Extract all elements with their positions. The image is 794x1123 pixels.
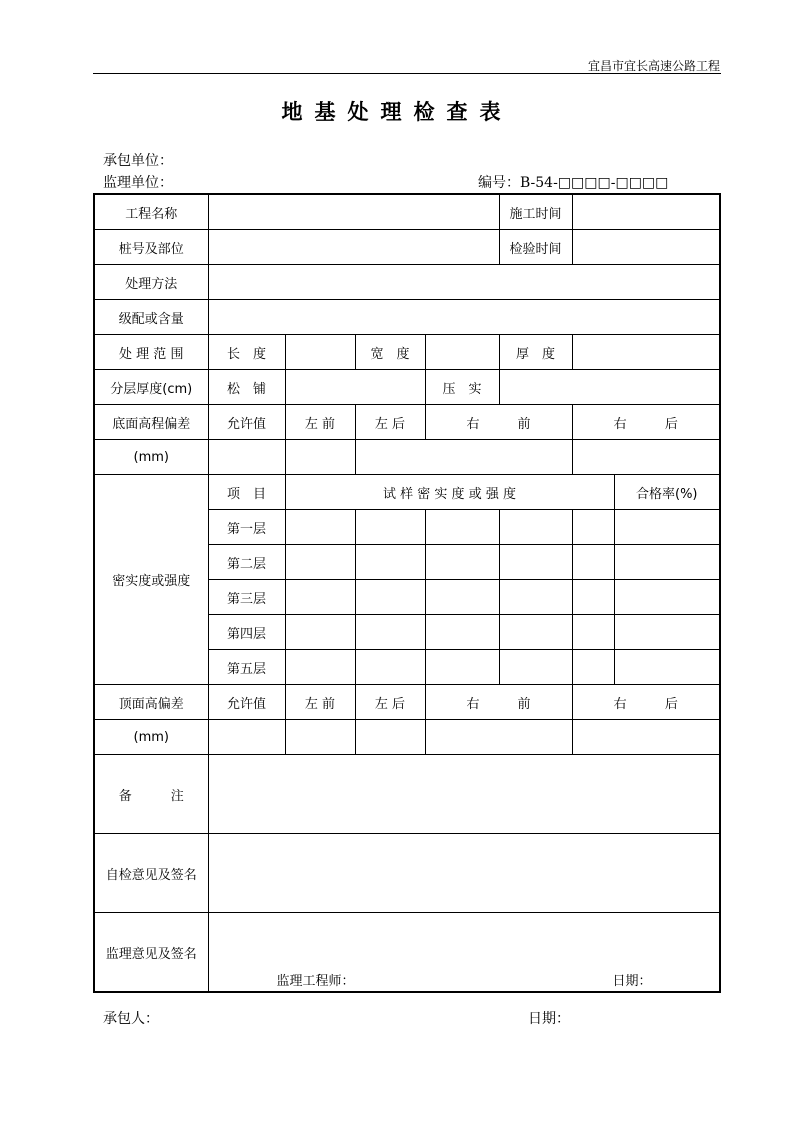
date-label: 日期：: [612, 974, 652, 989]
table-row: [94, 370, 720, 405]
right-front-field[interactable]: [425, 720, 572, 755]
right-back-label: 右 后: [572, 405, 720, 440]
pass-rate-cell[interactable]: [614, 580, 720, 615]
page-title: 地基处理检查表: [281, 99, 513, 124]
density-cell[interactable]: [355, 545, 425, 580]
pass-rate-cell[interactable]: [614, 510, 720, 545]
construction-time-label: 施工时间: [499, 194, 572, 230]
loose-field[interactable]: [285, 370, 425, 405]
treatment-method-label: 处理方法: [94, 265, 208, 300]
engineer-label: 监理工程师：: [276, 974, 355, 989]
thickness-label: 厚 度: [499, 335, 572, 370]
left-back-label: 左 后: [355, 405, 425, 440]
table-row: [94, 335, 720, 370]
loose-label: 松 铺: [208, 370, 285, 405]
density-cell[interactable]: [572, 580, 614, 615]
table-row: [94, 265, 720, 300]
construction-time-field[interactable]: [572, 194, 720, 230]
density-cell[interactable]: [285, 545, 355, 580]
density-cell[interactable]: [499, 650, 572, 685]
range-label: 处 理 范 围: [94, 335, 208, 370]
left-back-right-front-field[interactable]: [355, 440, 572, 475]
pass-rate-cell[interactable]: [614, 545, 720, 580]
header-divider: [93, 73, 721, 74]
density-cell[interactable]: [572, 545, 614, 580]
table-row: [94, 440, 720, 475]
density-cell[interactable]: [499, 510, 572, 545]
station-location-label: 桩号及部位: [94, 230, 208, 265]
self-check-label: 自检意见及签名: [94, 834, 208, 913]
inspection-time-field[interactable]: [572, 230, 720, 265]
remarks-field[interactable]: [208, 755, 720, 834]
item-label: 项 目: [208, 475, 285, 510]
table-row: [94, 913, 720, 993]
left-front-label: 左 前: [285, 685, 355, 720]
right-front-label: 右 前: [425, 685, 572, 720]
gradation-field[interactable]: [208, 300, 720, 335]
unit-label: (mm): [94, 720, 208, 755]
left-front-field[interactable]: [285, 720, 355, 755]
left-back-field[interactable]: [355, 720, 425, 755]
project-header: 宜昌市宜长高速公路工程: [587, 59, 720, 73]
remarks-label: 备 注: [94, 755, 208, 834]
right-back-field[interactable]: [572, 440, 720, 475]
supervision-field[interactable]: [208, 913, 720, 993]
station-location-field[interactable]: [208, 230, 499, 265]
table-row: [94, 720, 720, 755]
density-cell[interactable]: [355, 510, 425, 545]
density-cell[interactable]: [425, 650, 499, 685]
layer-label: 第四层: [208, 615, 285, 650]
inspection-time-label: 检验时间: [499, 230, 572, 265]
density-cell[interactable]: [425, 580, 499, 615]
table-row: [94, 475, 720, 510]
table-row: [94, 405, 720, 440]
layer-label: 第一层: [208, 510, 285, 545]
density-cell[interactable]: [285, 580, 355, 615]
density-cell[interactable]: [572, 510, 614, 545]
density-cell[interactable]: [285, 615, 355, 650]
compacted-field[interactable]: [499, 370, 720, 405]
layer-label: 第三层: [208, 580, 285, 615]
inspection-table: [93, 193, 721, 993]
density-cell[interactable]: [285, 650, 355, 685]
serial-number: 编号：B-54-□□□□-□□□□: [478, 175, 669, 191]
layer-thickness-label: 分层厚度(cm): [94, 370, 208, 405]
density-cell[interactable]: [499, 545, 572, 580]
density-cell[interactable]: [572, 650, 614, 685]
width-label: 宽 度: [355, 335, 425, 370]
pass-rate-cell[interactable]: [614, 615, 720, 650]
footer-date-label: 日期：: [528, 1011, 570, 1027]
density-cell[interactable]: [425, 545, 499, 580]
treatment-method-field[interactable]: [208, 265, 720, 300]
compacted-label: 压 实: [425, 370, 499, 405]
left-front-field[interactable]: [285, 440, 355, 475]
left-back-label: 左 后: [355, 685, 425, 720]
supervision-label: 监理意见及签名: [94, 913, 208, 993]
table-row: [94, 230, 720, 265]
pass-rate-label: 合格率(%): [614, 475, 720, 510]
project-name-field[interactable]: [208, 194, 499, 230]
allowed-label: 允许值: [208, 405, 285, 440]
density-label: 密实度或强度: [94, 475, 208, 685]
gradation-label: 级配或含量: [94, 300, 208, 335]
allowed-label: 允许值: [208, 685, 285, 720]
bottom-deviation-label: 底面高程偏差: [94, 405, 208, 440]
right-back-label: 右 后: [572, 685, 720, 720]
project-name-label: 工程名称: [94, 194, 208, 230]
contractor-person-label: 承包人：: [103, 1011, 159, 1027]
density-cell[interactable]: [425, 510, 499, 545]
table-row: [94, 834, 720, 913]
layer-label: 第五层: [208, 650, 285, 685]
density-cell[interactable]: [355, 650, 425, 685]
density-cell[interactable]: [285, 510, 355, 545]
density-cell[interactable]: [355, 580, 425, 615]
width-field[interactable]: [425, 335, 499, 370]
density-cell[interactable]: [499, 580, 572, 615]
left-front-label: 左 前: [285, 405, 355, 440]
density-cell[interactable]: [425, 615, 499, 650]
density-cell[interactable]: [572, 615, 614, 650]
table-row: [94, 685, 720, 720]
layer-label: 第二层: [208, 545, 285, 580]
allowed-value-field[interactable]: [208, 720, 285, 755]
length-field[interactable]: [285, 335, 355, 370]
length-label: 长 度: [208, 335, 285, 370]
right-front-label: 右 前: [425, 405, 572, 440]
density-cell[interactable]: [355, 615, 425, 650]
top-deviation-label: 顶面高偏差: [94, 685, 208, 720]
contractor-label: 承包单位：: [103, 153, 173, 169]
right-back-field[interactable]: [572, 720, 720, 755]
table-row: [94, 755, 720, 834]
table-row: [94, 194, 720, 230]
sample-density-label: 试 样 密 实 度 或 强 度: [285, 475, 614, 510]
self-check-field[interactable]: [208, 834, 720, 913]
thickness-field[interactable]: [572, 335, 720, 370]
pass-rate-cell[interactable]: [614, 650, 720, 685]
supervisor-label: 监理单位：: [103, 175, 173, 191]
density-cell[interactable]: [499, 615, 572, 650]
unit-label: (mm): [94, 440, 208, 475]
allowed-value-field[interactable]: [208, 440, 285, 475]
table-row: [94, 300, 720, 335]
